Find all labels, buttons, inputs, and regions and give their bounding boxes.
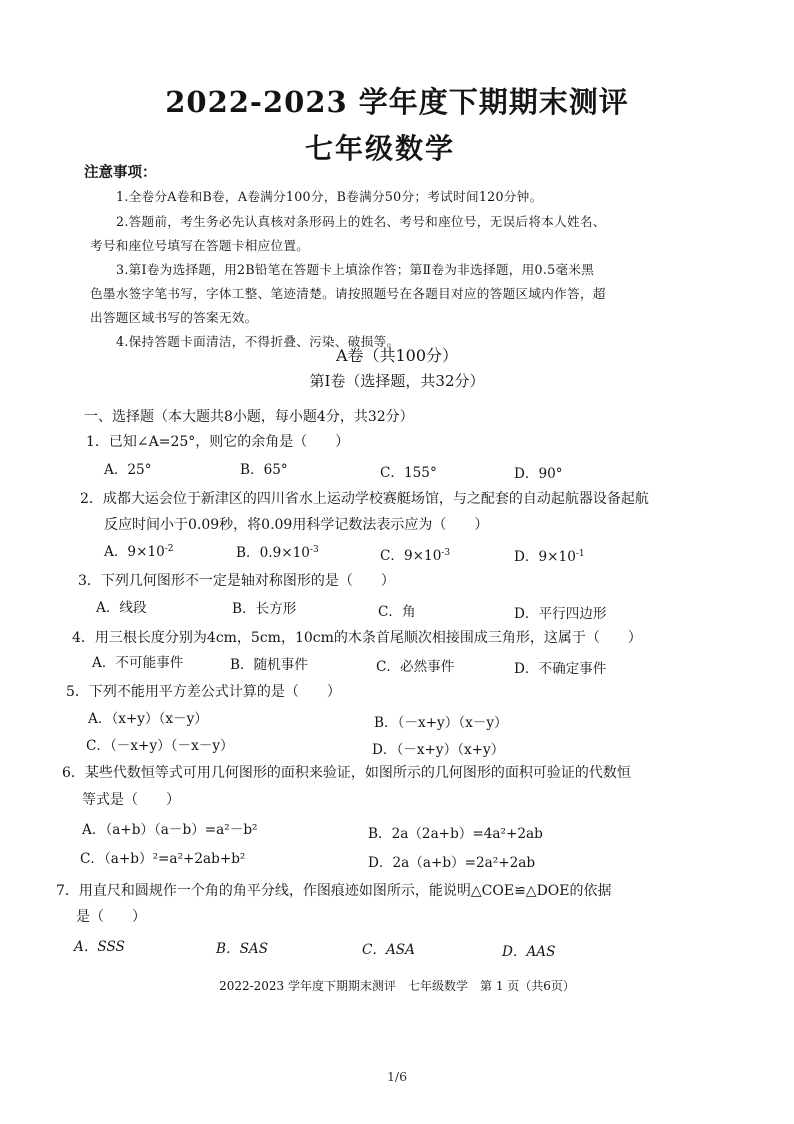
q7-option-c: C．ASA [362, 942, 415, 958]
q7-option-b: B．SAS [216, 941, 269, 957]
question-5: 5．下列不能用平方差公式计算的是（ ） [66, 684, 341, 700]
exam-subtitle: 七年级数学 [304, 132, 455, 165]
notice-line: 色墨水签字笔书写，字体工整、笔迹清楚。请按照题号在各题目对应的答题区域内作答，超 [90, 286, 606, 301]
question-3: 3．下列几何图形不一定是轴对称图形的是（ ） [78, 573, 395, 589]
q3-option-b: B．长方形 [232, 601, 297, 617]
q6-option-c: C．（a+b）²=a²+2ab+b² [80, 851, 246, 867]
q3-option-a: A．线段 [96, 600, 147, 616]
q2-option-c: C．$9\times 10^{-3}$ [380, 548, 451, 564]
question-6-line-1: 6．某些代数恒等式可用几何图形的面积来验证，如图所示的几何图形的面积可验证的代数恒 [62, 765, 631, 781]
q3-option-d: D．平行四边形 [514, 606, 607, 622]
q1-option-c: C．155° [380, 465, 437, 481]
question-2-line-2: 反应时间小于0.09秒，将0.09用科学记数法表示应为（ ） [104, 517, 489, 533]
q5-option-b: B．（－x+y）（x－y） [374, 715, 508, 731]
q5-option-a: A．（x+y）（x－y） [88, 711, 208, 727]
notice-line: 3.第Ⅰ卷为选择题，用2B铅笔在答题卡上填涂作答；第Ⅱ卷为非选择题，用0.5毫米黑 [116, 262, 595, 277]
q6-option-d: D．2a（a+b）=2a²+2ab [368, 855, 536, 871]
q2-option-a: A．$9\times 10^{-2}$ [104, 544, 174, 560]
exam-title: 2022-2023 学年度下期期末测评 [165, 85, 629, 119]
q6-option-b: B．2a（2a+b）=4a²+2ab [368, 826, 543, 842]
q2-option-b: B．$0.9\times 10^{-3}$ [236, 545, 319, 561]
question-heading: 一、选择题（本大题共8小题，每小题4分，共32分） [84, 409, 414, 425]
q2-option-d: D．$9\times 10^{-1}$ [514, 549, 585, 565]
notice-line: 考号和座位号填写在答题卡相应位置。 [90, 238, 310, 253]
q7-option-d: D．AAS [502, 944, 556, 960]
question-1: 1．已知∠A=25°，则它的余角是（ ） [86, 434, 350, 450]
q6-option-a: A．（a+b）（a－b）=a²－b² [82, 822, 258, 838]
q1-option-d: D．90° [514, 466, 563, 482]
question-7-line-2: 是（ ） [76, 909, 146, 925]
notice-line: 4.保持答题卡面清洁，不得折叠、污染、破损等。 [116, 334, 400, 349]
question-6-line-2: 等式是（ ） [82, 792, 180, 808]
notice-line: 出答题区域书写的答案无效。 [90, 310, 258, 325]
q4-option-c: C．必然事件 [376, 659, 455, 675]
q4-option-b: B．随机事件 [230, 657, 308, 673]
page-number: 1/6 [386, 1069, 408, 1084]
q1-option-b: B．65° [240, 462, 288, 478]
page-footer: 2022-2023 学年度下期期末测评 七年级数学 第 1 页（共6页） [219, 979, 575, 993]
q4-option-d: D．不确定事件 [514, 661, 607, 677]
question-2-line-1: 2．成都大运会位于新津区的四川省水上运动学校赛艇场馆，与之配套的自动起航器设备起航 [80, 491, 649, 507]
q7-option-a: A．SSS [74, 939, 125, 955]
q5-option-c: C．（－x+y）（－x－y） [86, 738, 234, 754]
question-7-line-1: 7．用直尺和圆规作一个角的角平分线，作图痕迹如图所示，能说明△COE≌△DOE的依据 [56, 883, 612, 899]
notice-line: 2.答题前，考生务必先认真核对条形码上的姓名、考号和座位号，无误后将本人姓名、 [116, 214, 606, 229]
q5-option-d: D．（－x+y）（x+y） [372, 742, 505, 758]
notice-line: 1.全卷分A卷和B卷，A卷满分100分，B卷满分50分；考试时间120分钟。 [116, 189, 543, 204]
section-a-heading: A卷（共100分） [335, 346, 459, 365]
question-4: 4．用三根长度分别为4cm，5cm，10cm的木条首尾顺次相接围成三角形，这属于（ ） [72, 630, 642, 646]
q3-option-c: C．角 [378, 604, 416, 620]
part-1-heading: 第Ⅰ卷（选择题，共32分） [309, 372, 485, 390]
q4-option-a: A．不可能事件 [92, 655, 184, 671]
notice-heading: 注意事项： [84, 164, 157, 181]
q1-option-a: A．25° [104, 462, 152, 478]
